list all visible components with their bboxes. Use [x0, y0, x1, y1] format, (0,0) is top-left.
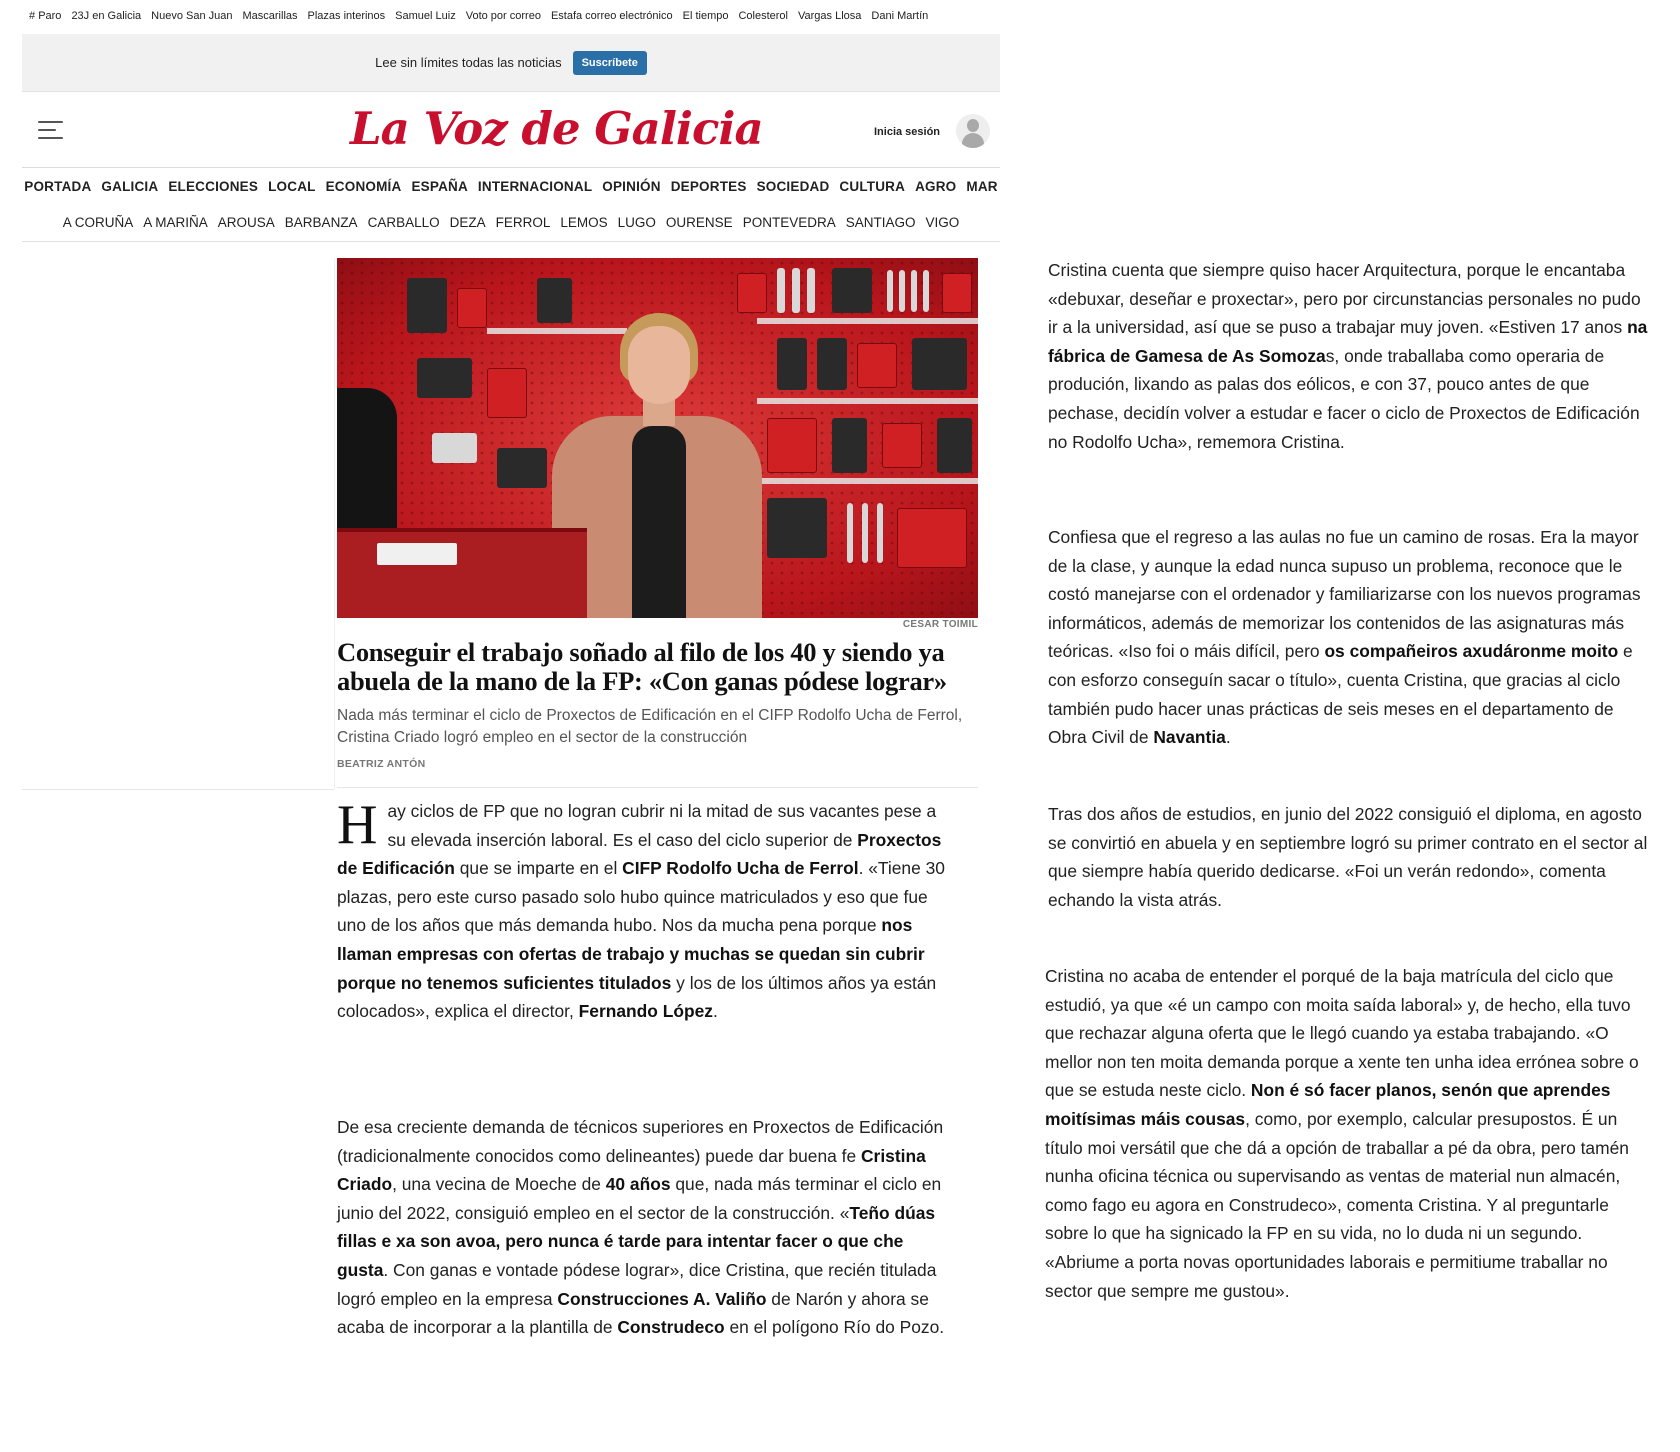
text-run: Cristina no acaba de entender el porqué de la baja matrícula del ciclo que estudió, ya que «é un campo con moita saída laboral» y, de hecho, ella tuvo que rechazar alguna oferta que le llegó cuando ya estaba trabajando. «O mellor non ten moita demanda porque a xente ten unha idea errónea sobre o que se estuda neste ciclo.	[1045, 966, 1639, 1101]
subscribe-banner-text: Lee sin límites todas las noticias	[375, 55, 562, 70]
article-photo[interactable]	[337, 258, 978, 618]
trending-tag-estafa-correo-electrónico[interactable]: Estafa correo electrónico	[550, 10, 673, 22]
text-run: . «Tiene 30 plazas, pero este curso pasado solo hubo quince matriculados y eso que fue uno de los años que más demanda hubo. Nos da mucha pena porque	[337, 858, 945, 936]
subscribe-button[interactable]: Suscríbete	[573, 51, 647, 75]
article-subtitle: Nada más terminar el ciclo de Proxectos de Edificación en el CIFP Rodolfo Ucha de Ferrol, Cristina Criado logró empleo en el sector de la construcción	[337, 707, 963, 746]
text-run: de Narón y ahora se acaba de incorporar a la plantilla de	[337, 1288, 929, 1338]
nav-item-mar[interactable]: MAR	[966, 178, 998, 194]
local-nav-item-deza[interactable]: DEZA	[449, 215, 486, 230]
trending-tag-dani-martín[interactable]: Dani Martín	[871, 10, 929, 22]
bold-text: CIFP Rodolfo Ucha de Ferrol	[622, 858, 859, 879]
trending-tag-el-tiempo[interactable]: El tiempo	[682, 10, 729, 22]
local-nav-item-ferrol[interactable]: FERROL	[495, 215, 551, 230]
text-run: ay ciclos de FP que no logran cubrir ni la mitad de sus vacantes pese a su elevada inserción laboral. Es el caso del ciclo superior de	[387, 801, 937, 850]
trending-tag-mascarillas[interactable]: Mascarillas	[242, 10, 298, 22]
trending-tag-vargas-llosa[interactable]: Vargas Llosa	[798, 10, 862, 22]
trending-tag-samuel-luiz[interactable]: Samuel Luiz	[395, 10, 456, 22]
text-run: .	[712, 1001, 718, 1022]
nav-item-agro[interactable]: AGRO	[915, 178, 957, 194]
text-run: .	[1225, 727, 1231, 748]
nav-item-deportes[interactable]: DEPORTES	[670, 178, 747, 194]
local-nav-item-a-mariña[interactable]: A MARIÑA	[143, 215, 208, 230]
text-run: e con esforzo conseguín sacar o título», cuenta Cristina, que gracias al ciclo también pudo hacer unas prácticas de seis meses en el departamento de Obra Civil de	[1048, 641, 1633, 748]
nav-item-elecciones[interactable]: ELECCIONES	[168, 178, 259, 194]
login-link[interactable]: Inicia sesión	[874, 126, 941, 138]
nav-item-cultura[interactable]: CULTURA	[839, 178, 906, 194]
column-divider	[334, 258, 335, 789]
text-run: s, onde traballaba como operaria de produción, lixando as palas dos eólicos, e con 37, pouco antes de que pechase, decidín volver a estudar e facer o ciclo de Proxectos de Edificación no Rodolfo Ucha», rememora Cristina.	[1048, 345, 1640, 452]
article-paragraph-2	[337, 1113, 957, 1342]
trending-tags	[29, 10, 938, 26]
drop-cap: H	[337, 794, 378, 856]
bold-text: Navantia	[1153, 727, 1226, 748]
text-run: que se imparte en el	[454, 858, 623, 879]
bold-text: Proxectos de Edificación	[337, 829, 942, 879]
main-navigation	[22, 168, 1000, 204]
article-paragraph-6	[1045, 962, 1645, 1305]
local-nav-item-arousa[interactable]: AROUSA	[217, 215, 275, 230]
trending-tag-voto-por-correo[interactable]: Voto por correo	[465, 10, 541, 22]
photo-credit: CESAR TOIMIL	[902, 619, 978, 630]
local-nav-item-santiago[interactable]: SANTIAGO	[845, 215, 916, 230]
text-run: y los de los últimos años ya están colocados», explica el director,	[337, 972, 937, 1022]
trending-tag-paro[interactable]: # Paro	[29, 10, 61, 26]
bold-text: Non é só facer planos, senón que aprendes moitísimas máis cousas	[1045, 1080, 1611, 1129]
text-run: De esa creciente demanda de técnicos superiores en Proxectos de Edificación (tradicionalmente conocidos como delineantes) puede dar buena fe	[337, 1117, 944, 1166]
text-run: , una vecina de Moeche de	[392, 1174, 606, 1195]
trending-tag-23j-en-galicia[interactable]: 23J en Galicia	[71, 10, 142, 22]
site-logo[interactable]: La Voz de Galicia	[350, 102, 763, 155]
article-paragraph-4	[1048, 523, 1648, 752]
local-nav-item-lugo[interactable]: LUGO	[617, 215, 656, 230]
trending-tag-nuevo-san-juan[interactable]: Nuevo San Juan	[151, 10, 233, 22]
text-run: Tras dos años de estudios, en junio del 2022 consiguió el diploma, en agosto se convirtió en abuela y en septiembre logró su primer contrato en el sector al que siempre había querido dedicarse. «Foi un verán redondo», comenta echando la vista atrás.	[1048, 804, 1648, 910]
local-nav-item-lemos[interactable]: LEMOS	[560, 215, 608, 230]
nav-item-galicia[interactable]: GALICIA	[101, 178, 159, 194]
local-nav-item-carballo[interactable]: CARBALLO	[367, 215, 440, 230]
subscribe-banner	[22, 34, 1000, 92]
text-run: que, nada más terminar el ciclo en junio del 2022, consiguió empleo en el sector de la construcción. «	[337, 1174, 942, 1223]
nav-item-local[interactable]: LOCAL	[268, 178, 316, 194]
article-byline[interactable]: BEATRIZ ANTÓN	[337, 758, 426, 770]
nav-item-opinión[interactable]: OPINIÓN	[602, 178, 661, 194]
nav-item-españa[interactable]: ESPAÑA	[411, 178, 468, 194]
text-run: en el polígono Río do Pozo.	[724, 1317, 945, 1338]
nav-item-sociedad[interactable]: SOCIEDAD	[756, 178, 830, 194]
bold-text: Construdeco	[617, 1317, 725, 1338]
local-nav-item-barbanza[interactable]: BARBANZA	[284, 215, 358, 230]
nav-item-portada[interactable]: PORTADA	[24, 178, 92, 194]
masthead	[22, 92, 1000, 168]
text-run: Confiesa que el regreso a las aulas no fue un camino de rosas. Era la mayor de la clase, y aunque la edad nunca supuso un problema, reconoce que le costó manejarse con el ordenador y familiarizarse con los nuevos programas informáticos, además de memorizar los contenidos de las asignaturas más teóricas. «Iso foi o máis difícil, pero	[1048, 527, 1641, 662]
trending-tag-colesterol[interactable]: Colesterol	[738, 10, 788, 22]
user-avatar-icon[interactable]	[956, 114, 990, 148]
menu-icon[interactable]	[38, 121, 63, 139]
text-run: . Con ganas e vontade pódese lograr», dice Cristina, que recién titulada logró empleo en la empresa	[337, 1259, 937, 1309]
local-nav-item-vigo[interactable]: VIGO	[925, 215, 960, 230]
article-paragraph-1	[337, 794, 957, 1026]
bold-text: na fábrica de Gamesa de As Somoza	[1048, 317, 1648, 366]
article-headline: Conseguir el trabajo soñado al filo de los 40 y siendo ya abuela de la mano de la FP: «Con ganas pódese lograr»	[337, 637, 947, 696]
bold-text: Teño dúas fillas e xa son avoa, pero nunca é tarde para intentar facer o que che gusta	[337, 1202, 936, 1280]
trending-tag-plazas-interinos[interactable]: Plazas interinos	[307, 10, 386, 22]
bold-text: 40 años	[605, 1174, 671, 1195]
article-paragraph-3	[1048, 256, 1648, 456]
nav-item-internacional[interactable]: INTERNACIONAL	[477, 178, 593, 194]
local-nav-item-a-coruña[interactable]: A CORUÑA	[62, 215, 134, 230]
bold-text: Fernando López	[578, 1001, 713, 1022]
text-run: , como, por exemplo, calcular presupostos. É un título moi versátil que che dá a opción de traballar a pé da obra, pero tamén nunha oficina técnica ou supervisando as ventas de material nun almacén, como fago eu agora en Construdeco», comenta Cristina. Y al preguntarle sobre lo que ha signicado la FP en su vida, no lo duda ni un segundo. «Abriume a porta novas oportunidades laborais e permitiume traballar no sector que sempre me gustou».	[1045, 1108, 1629, 1301]
nav-item-economía[interactable]: ECONOMÍA	[325, 178, 402, 194]
local-nav-item-pontevedra[interactable]: PONTEVEDRA	[742, 215, 836, 230]
bold-text: os compañeiros axudáronme moito	[1324, 641, 1619, 662]
bold-text: Cristina Criado	[337, 1145, 926, 1195]
bold-text: nos llaman empresas con ofertas de trabajo y muchas se quedan sin cubrir porque no tenemos suficientes titulados	[337, 915, 925, 993]
bold-text: Construcciones A. Valiño	[557, 1288, 767, 1309]
article-divider	[337, 787, 978, 788]
article-paragraph-5	[1048, 800, 1648, 914]
local-nav-item-ourense[interactable]: OURENSE	[665, 215, 733, 230]
sidebar-divider	[22, 789, 334, 790]
text-run: Cristina cuenta que siempre quiso hacer Arquitectura, porque le encantaba «debuxar, deseñar e proxectar», pero por circunstancias personales no pudo ir a la universidad, así que se puso a trabajar muy joven. «Estiven 17 anos	[1048, 260, 1641, 338]
local-navigation	[22, 204, 1000, 242]
